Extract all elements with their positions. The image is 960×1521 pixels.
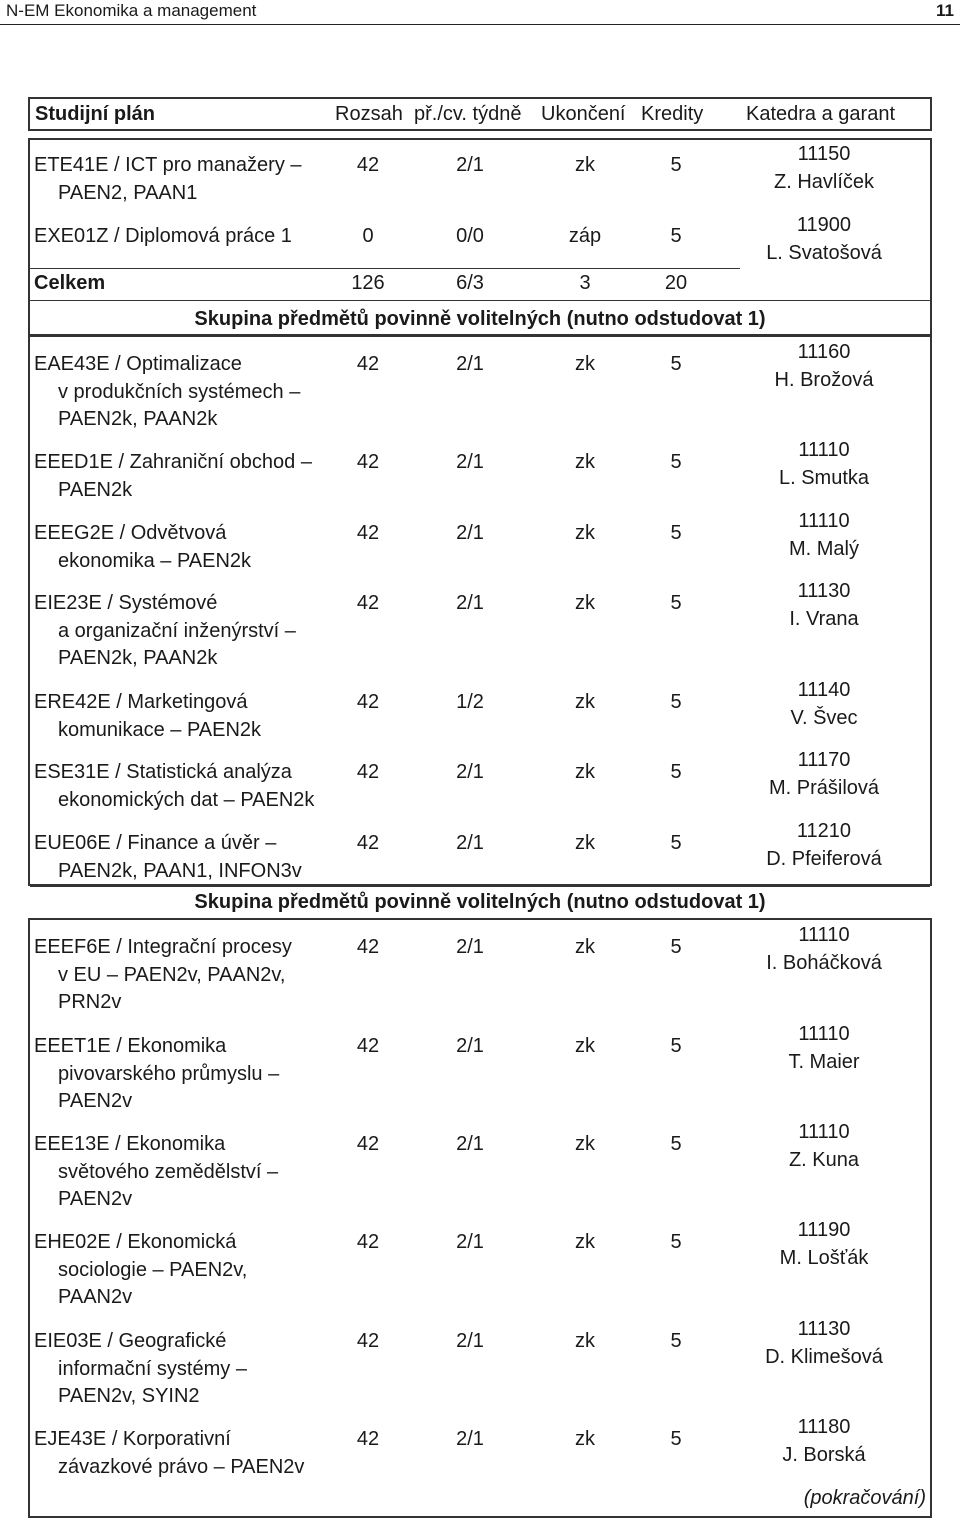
course-name [34,590,334,673]
course-prcv: 2/1 [456,154,484,176]
course-kredity: 5 [670,353,682,375]
dept-code: 11170 [797,749,851,771]
course-kredity: 5 [670,451,682,473]
header-katedra: Katedra a garant [746,103,895,125]
course-name-line: EUE06E / Finance a úvěr – [34,832,277,854]
guarantor: J. Borská [782,1444,866,1466]
course-kredity: 5 [670,761,682,783]
guarantor: Z. Havlíček [773,171,875,193]
course-rozsah: 42 [356,1035,380,1057]
course-kredity: 5 [670,225,682,247]
course-prcv: 2/1 [456,1428,484,1450]
guarantor: M. Prášilová [768,777,880,799]
course-kredity: 5 [670,1035,682,1057]
course-name [34,1426,334,1481]
group2-title: Skupina předmětů povinně volitelných (nutno odstudovat 1) [194,891,766,913]
course-name-line: světového zemědělství – [58,1160,279,1183]
course-name [34,520,334,575]
course-name-line: EHE02E / Ekonomická [34,1231,237,1253]
course-name-line: v EU – PAEN2v, PAAN2v, [58,963,286,986]
course-name-line: EEED1E / Zahraniční obchod – [34,451,312,473]
course-kredity: 5 [670,691,682,713]
course-rozsah: 42 [356,1330,380,1352]
course-prcv: 2/1 [456,522,484,544]
course-ukonceni: zk [575,451,595,473]
course-name-line: PAAN2v [58,1286,133,1308]
course-name [34,1328,334,1411]
course-ukonceni: zk [575,522,595,544]
course-prcv: 2/1 [456,832,484,854]
course-rozsah: 42 [356,1231,380,1253]
course-prcv: 2/1 [456,1133,484,1155]
course-ukonceni: zk [575,1035,595,1057]
course-name-line: ekonomika – PAEN2k [58,549,252,572]
dept-code: 11140 [797,679,851,701]
header-ukonceni: Ukončení [541,103,626,125]
course-ukonceni: zk [575,936,595,958]
running-header [0,0,960,25]
course-kredity: 5 [670,832,682,854]
course-name-line: EJE43E / Korporativní [34,1428,231,1450]
continued-note: (pokračování) [803,1487,926,1509]
course-name [34,152,334,207]
course-prcv: 2/1 [456,761,484,783]
course-kredity: 5 [670,1330,682,1352]
course-name-line: PAEN2v [58,1188,133,1210]
course-rozsah: 42 [356,936,380,958]
course-name-line: a organizační inženýrství – [58,619,296,642]
dept-code: 11110 [798,1121,850,1143]
course-ukonceni: zk [575,353,595,375]
guarantor: Z. Kuna [788,1149,860,1171]
dept-code: 11130 [797,1318,851,1340]
course-kredity: 5 [670,592,682,614]
group1-title: Skupina předmětů povinně volitelných (nutno odstudovat 1) [194,308,766,330]
course-name-line: ESE31E / Statistická analýza [34,761,292,783]
total-prcv: 6/3 [456,272,484,294]
guarantor: T. Maier [788,1051,860,1073]
course-rozsah: 42 [356,1133,380,1155]
course-name-line: PAEN2k, PAAN1, INFON3v [58,859,302,882]
dept-code: 11110 [798,510,850,532]
course-name-line: EEEG2E / Odvětvová [34,522,227,544]
course-name-line: sociologie – PAEN2v, [58,1258,248,1281]
course-name-line: informační systémy – [58,1357,247,1380]
course-prcv: 1/2 [456,691,484,713]
course-prcv: 2/1 [456,1330,484,1352]
course-kredity: 5 [670,154,682,176]
course-name-line: EEET1E / Ekonomika [34,1035,227,1057]
course-kredity: 5 [670,1133,682,1155]
course-name-line: PAEN2k, PAAN2k [58,408,218,430]
course-prcv: 2/1 [456,353,484,375]
course-name-line: PAEN2v, SYIN2 [58,1385,200,1407]
course-name [34,934,334,1017]
course-ukonceni: zk [575,1330,595,1352]
course-ukonceni: zk [575,832,595,854]
course-name-line: PRN2v [58,991,122,1013]
total-ukonceni: 3 [579,272,591,294]
course-rozsah: 42 [356,522,380,544]
divider [30,886,930,887]
dept-code: 11130 [797,580,851,602]
course-kredity: 5 [670,522,682,544]
course-ukonceni: zk [575,1231,595,1253]
course-prcv: 2/1 [456,936,484,958]
course-name-line: EIE23E / Systémové [34,592,218,614]
dept-code: 11110 [798,439,850,461]
guarantor: D. Pfeiferová [766,848,882,870]
course-rozsah: 42 [356,832,380,854]
course-name-line: EAE43E / Optimalizace [34,353,242,375]
guarantor: D. Klimešová [765,1346,883,1368]
course-rozsah: 42 [356,353,380,375]
course-name [34,1033,334,1116]
course-ukonceni: zk [575,592,595,614]
guarantor: V. Švec [790,707,858,729]
course-name [34,759,334,814]
total-rozsah: 126 [351,272,385,294]
course-name-line: PAEN2v [58,1090,133,1112]
course-ukonceni: zk [575,691,595,713]
course-name-line: EIE03E / Geografické [34,1330,227,1352]
dept-code: 11160 [797,341,851,363]
course-name-line: EEEF6E / Integrační procesy [34,936,292,958]
course-name-line: komunikace – PAEN2k [58,718,262,741]
dept-code: 11210 [796,820,852,842]
total-kredity: 20 [664,272,688,294]
total-label: Celkem [34,272,106,294]
course-ukonceni: zk [575,761,595,783]
course-prcv: 2/1 [456,1035,484,1057]
course-name [34,223,334,251]
course-name [34,1229,334,1312]
course-rozsah: 42 [356,761,380,783]
course-rozsah: 42 [356,1428,380,1450]
course-kredity: 5 [670,1428,682,1450]
divider [30,300,930,301]
course-ukonceni: záp [568,225,602,247]
divider [30,268,740,269]
dept-code: 11110 [798,1023,850,1045]
course-name [34,351,334,434]
dept-code: 11180 [797,1416,851,1438]
guarantor: M. Lošťák [779,1247,869,1269]
course-name [34,830,334,885]
dept-code: 11190 [797,1219,851,1241]
course-rozsah: 42 [356,592,380,614]
running-title: N-EM Ekonomika a management [6,1,257,20]
guarantor: M. Malý [789,538,859,560]
dept-code: 11110 [798,924,850,946]
dept-code: 11150 [797,143,851,165]
course-name-line: v produkčních systémech – [58,380,301,403]
course-name-line: pivovarského průmyslu – [58,1062,280,1085]
course-rozsah: 0 [362,225,374,247]
course-prcv: 0/0 [456,225,484,247]
course-kredity: 5 [670,936,682,958]
course-name [34,449,334,504]
course-rozsah: 42 [356,691,380,713]
header-rozsah: Rozsah [335,103,403,125]
course-prcv: 2/1 [456,451,484,473]
course-name-line: PAEN2k, PAAN2k [58,647,218,669]
guarantor: L. Smutka [778,467,870,489]
header-prcv: př./cv. týdně [414,103,522,125]
guarantor: H. Brožová [774,369,874,391]
course-name-line: ETE41E / ICT pro manažery – [34,154,302,176]
dept-code: 11900 [796,214,852,236]
guarantor: I. Boháčková [766,952,882,974]
course-name-line: závazkové právo – PAEN2v [58,1455,305,1478]
course-ukonceni: zk [575,154,595,176]
course-name-line: ekonomických dat – PAEN2k [58,788,315,811]
course-rozsah: 42 [356,154,380,176]
course-name [34,1131,334,1214]
page-number: 11 [936,1,954,20]
course-name-line: ERE42E / Marketingová [34,691,248,713]
course-name-line: PAEN2k [58,478,133,501]
course-ukonceni: zk [575,1133,595,1155]
course-name [34,689,334,744]
header-plan: Studijní plán [35,103,155,125]
course-kredity: 5 [670,1231,682,1253]
course-prcv: 2/1 [456,592,484,614]
course-name-line: PAEN2, PAAN1 [58,181,198,204]
header-kredity: Kredity [641,103,704,125]
course-name-line: EXE01Z / Diplomová práce 1 [34,225,292,247]
table-header [28,97,932,131]
course-rozsah: 42 [356,451,380,473]
guarantor: I. Vrana [789,608,859,630]
course-name-line: EEE13E / Ekonomika [34,1133,226,1155]
course-ukonceni: zk [575,1428,595,1450]
guarantor: L. Svatošová [766,242,882,264]
course-prcv: 2/1 [456,1231,484,1253]
